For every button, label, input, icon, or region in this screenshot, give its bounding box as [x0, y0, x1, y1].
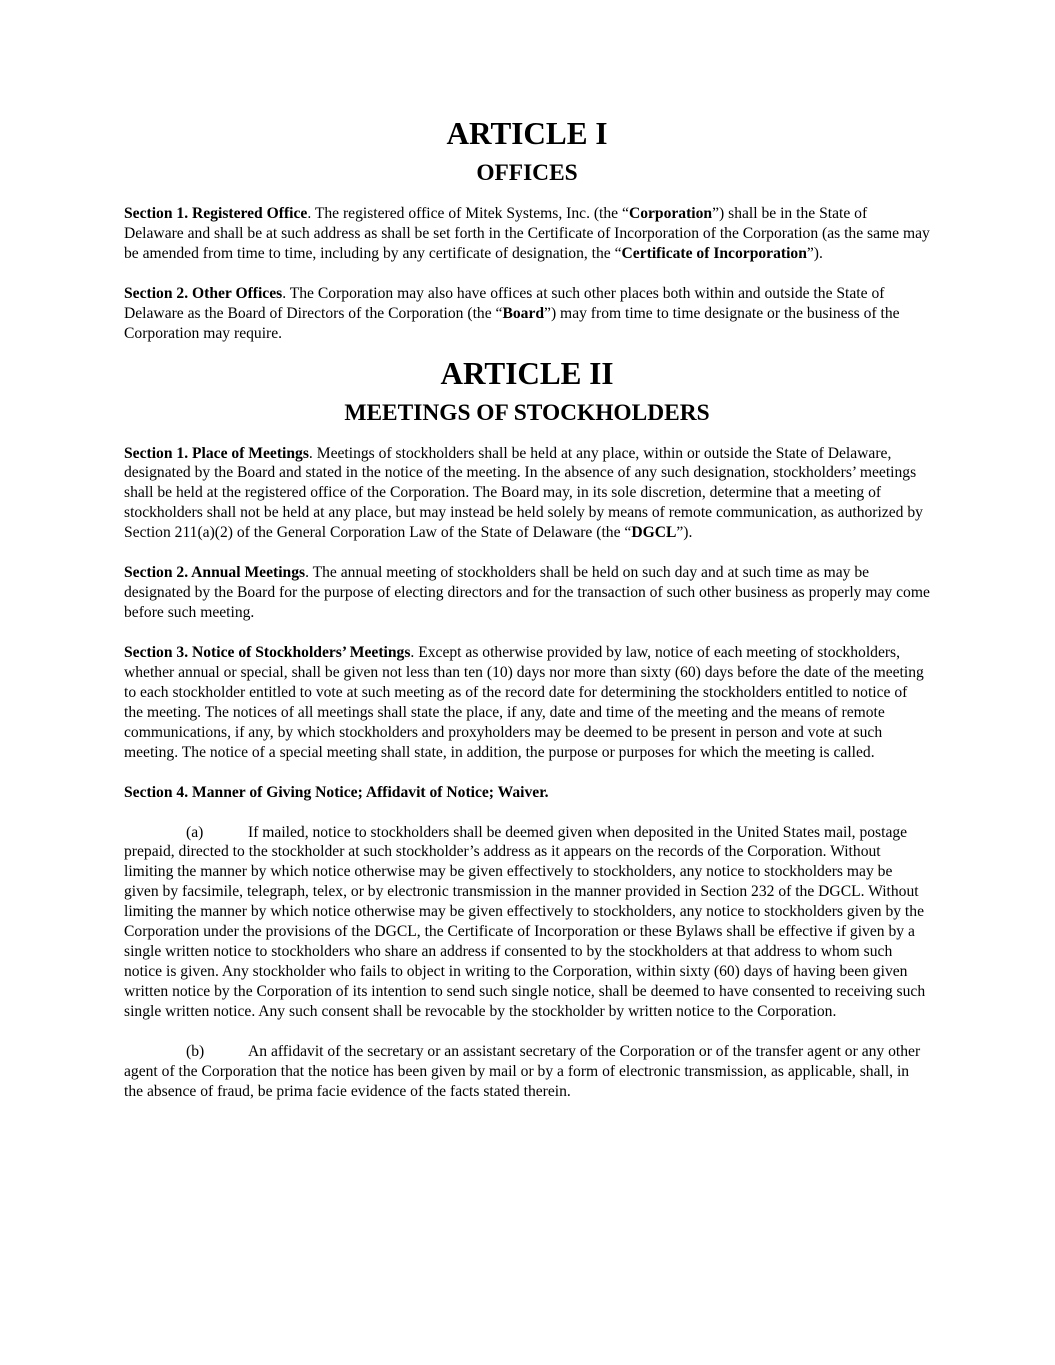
defined-term: Certificate of Incorporation [621, 244, 807, 262]
section-heading: Section 1. Place of Meetings [124, 444, 309, 462]
article-2-section-4-heading [124, 783, 930, 803]
section-text: . Except as otherwise provided by law, notice of each meeting of stockholders, whether annual or special, shall be given not less than ten (10) days nor more than sixty (60) days before the date of the meeting to each stockholder entitled to vote at such meeting as of the record date for determining the stockholders entitled to notice of the meeting. The notices of all meetings shall state the place, if any, date and time of the meeting and the means of remote communications, if any, by which stockholders and proxyholders may be deemed to be present in person and vote at such meeting. The notice of a special meeting shall state, in addition, the purpose or purposes for which the meeting is called. [124, 644, 924, 761]
defined-term: Board [502, 304, 545, 322]
section-heading: Section 4. Manner of Giving Notice; Affidavit of Notice; Waiver. [124, 783, 549, 801]
clause-marker: (a) [186, 823, 204, 841]
article-1-section-2 [124, 284, 930, 344]
article-2-section-3 [124, 643, 930, 762]
article-2-section-1 [124, 444, 930, 544]
section-heading: Section 2. Other Offices [124, 284, 283, 302]
article-2-subtitle: MEETINGS OF STOCKHOLDERS [344, 399, 710, 426]
section-text: ”) shall be in the State of Delaware and shall be at such address as shall be set forth in the Certificate of Incorporation of the Corporation (as the same may be amended from time to time, including by any certificate of designation, the “ [124, 204, 930, 262]
defined-term: Corporation [628, 204, 713, 222]
article-1-subtitle: OFFICES [476, 159, 578, 186]
section-text: . Meetings of stockholders shall be held at any place, within or outside the State of Delaware, designated by the Board and stated in the notice of the meeting. In the absence of any such designation, stockholders’ meetings shall be held at the registered office of the Corporation. The Board may, in its sole discretion, determine that a meeting of stockholders shall not be held at any place, but may instead be held solely by means of remote communication, as authorized by Section 211(a)(2) of the General Corporation Law of the State of Delaware (the “ [124, 444, 923, 542]
section-text: . The registered office of Mitek Systems, Inc. (the “ [307, 204, 629, 222]
section-heading: Section 1. Registered Office [124, 204, 308, 222]
section-text: ”) may from time to time designate or the business of the Corporation may require. [124, 304, 900, 342]
article-2-title: ARTICLE II [440, 355, 614, 391]
defined-term: DGCL [631, 524, 677, 542]
section-heading: Section 3. Notice of Stockholders’ Meetings [124, 644, 411, 661]
article-2-section-4-clause-a [124, 823, 930, 1022]
section-heading: Section 2. Annual Meetings [124, 564, 306, 582]
clause-marker: (b) [186, 1042, 205, 1060]
article-1-section-1 [124, 204, 930, 264]
clause-text: An affidavit of the secretary or an assistant secretary of the Corporation or of the transfer agent or any other agent of the Corporation that the notice has been given by mail or by a form of electronic transmission, as applicable, shall, in the absence of fraud, be prima facie evidence of the facts stated therein. [124, 1042, 921, 1100]
clause-text: If mailed, notice to stockholders shall be deemed given when deposited in the United States mail, postage prepaid, directed to the stockholder at such stockholder’s address as it appears on the records of the Corporation. Without limiting the manner by which notice otherwise may be given effectively to stockholders, any notice to stockholders may be given by facsimile, telegraph, telex, or by electronic transmission in the manner provided in Section 232 of the DGCL. Without limiting the manner by which notice otherwise may be given effectively to stockholders, any notice to stockholders given by the Corporation under the provisions of the DGCL, the Certificate of Incorporation or these Bylaws shall be effective if given by a single written notice to stockholders who share an address if consented to by the stockholders at that address to whom such notice is given. Any stockholder who fails to object in writing to the Corporation, within sixty (60) days of having been given written notice by the Corporation of its intention to send such single notice, shall be deemed to have consented to receiving such single written notice. Any such consent shall be revocable by the stockholder by written notice to the Corporation. [124, 823, 926, 1020]
section-text: ”). [676, 524, 693, 542]
article-1-title: ARTICLE I [446, 116, 608, 151]
section-text: ”). [806, 244, 823, 262]
section-text: . The annual meeting of stockholders shall be held on such day and at such time as may be designated by the Board for the purpose of electing directors and for the transaction of such other business as properly may come before such meeting. [124, 564, 930, 621]
article-2-section-2 [124, 563, 930, 623]
section-text: . The Corporation may also have offices at such other places both within and outside the State of Delaware as the Board of Directors of the Corporation (the “ [124, 284, 885, 322]
document-body [124, 116, 930, 1101]
article-2-section-4-clause-b [124, 1042, 930, 1102]
